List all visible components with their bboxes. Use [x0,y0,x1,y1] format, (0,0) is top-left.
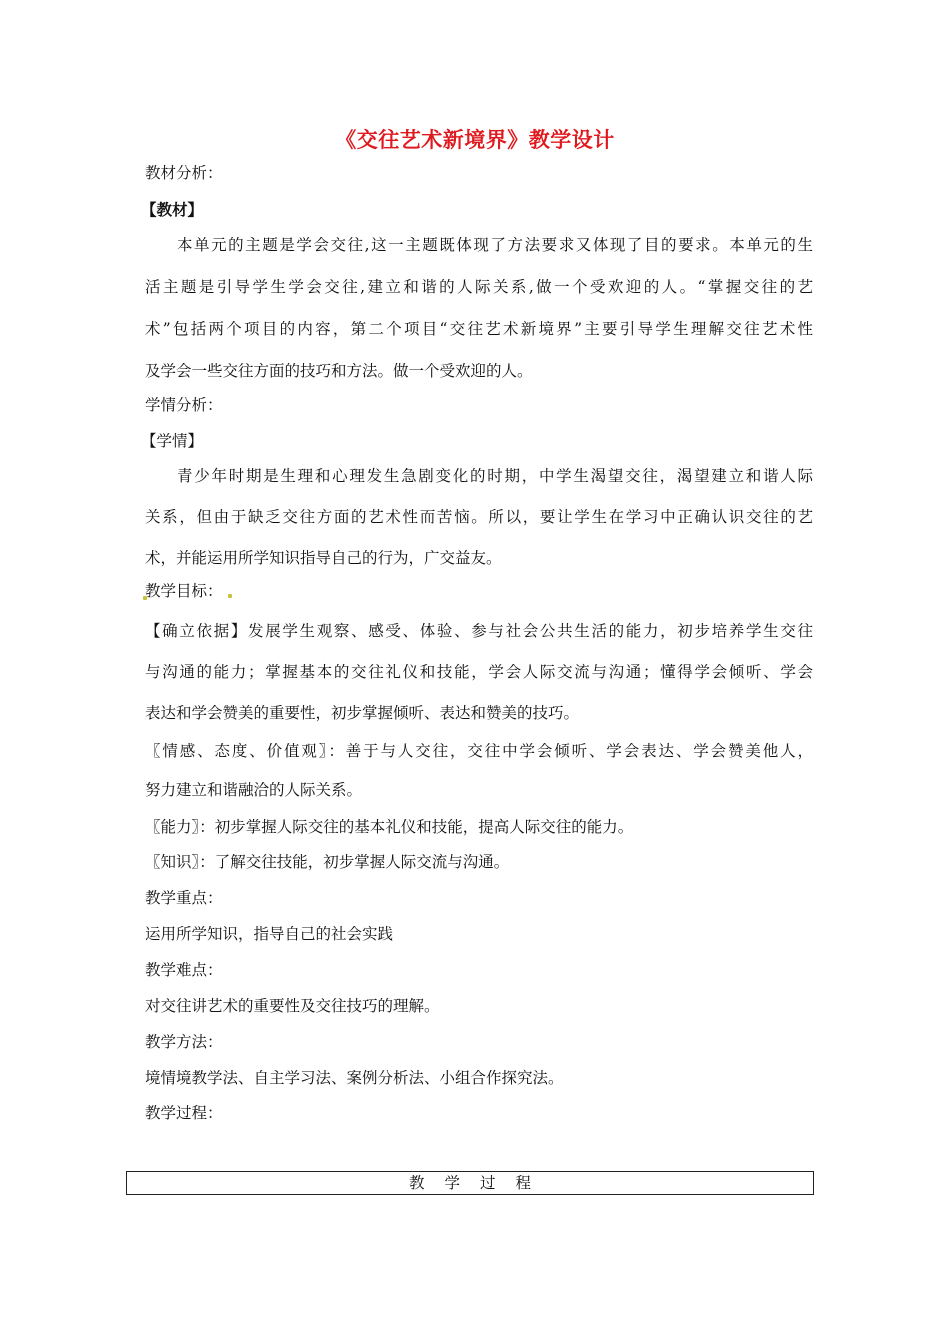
material-tag: 【教材】 [141,200,204,219]
method-heading: 教学方法： [145,1033,223,1051]
student-line-2: 关系，但由于缺乏交往方面的艺术性而苦恼。所以，要让学生在学习中正确认识交往的艺 [145,508,813,526]
difficulty-text: 对交往讲艺术的重要性及交往技巧的理解。 [145,997,440,1015]
basis-line-3: 表达和学会赞美的重要性，初步掌握倾听、表达和赞美的技巧。 [145,704,580,722]
basis-line-2: 与沟通的能力；掌握基本的交往礼仪和技能，学会人际交流与沟通；懂得学会倾听、学会 [145,663,813,681]
material-line-3: 术”包括两个项目的内容，第二个项目“交往艺术新境界”主要引导学生理解交往艺术性 [145,320,813,338]
goals-heading: 教学目标： [145,582,223,600]
material-analysis-heading: 教材分析： [145,164,223,182]
material-paragraph [145,234,813,382]
basis-paragraph [145,620,813,724]
student-line-3: 术，并能运用所学知识指导自己的行为，广交益友。 [145,549,502,567]
table-header-cell: 教学过程 [408,1174,551,1192]
emotion-line-2: 努力建立和谐融洽的人际关系。 [145,781,363,799]
student-analysis-heading: 学情分析： [145,396,223,414]
ability-line: 〖能力〗：初步掌握人际交往的基本礼仪和技能，提高人际交往的能力。 [145,818,634,836]
process-table [126,1171,814,1195]
student-paragraph [145,465,813,569]
material-line-2: 活主题是引导学生学会交往,建立和谐的人际关系,做一个受欢迎的人。“掌握交往的艺 [145,278,813,296]
document-title: 《交往艺术新境界》教学设计 [335,128,615,152]
basis-line-1: 【确立依据】发展学生观察、感受、体验、参与社会公共生活的能力，初步培养学生交往 [145,622,813,640]
student-tag: 【学情】 [141,432,204,450]
key-point-heading: 教学重点： [145,889,223,907]
emotion-line-1: 〖情感、态度、价值观〗：善于与人交往，交往中学会倾听、学会表达、学会赞美他人， [145,742,813,760]
emotion-paragraph [145,740,813,801]
student-line-1: 青少年时期是生理和心理发生急剧变化的时期，中学生渴望交往，渴望建立和谐人际 [177,467,813,485]
method-text: 境情境教学法、自主学习法、案例分析法、小组合作探究法。 [145,1069,564,1087]
process-heading: 教学过程： [145,1104,223,1122]
knowledge-line: 〖知识〗：了解交往技能，初步掌握人际交流与沟通。 [145,853,510,871]
difficulty-heading: 教学难点： [145,961,223,979]
material-line-4: 及学会一些交往方面的技巧和方法。做一个受欢迎的人。 [145,362,533,380]
key-point-text: 运用所学知识，指导自己的社会实践 [145,925,394,943]
material-line-1: 本单元的主题是学会交往,这一主题既体现了方法要求又体现了目的要求。本单元的生 [177,236,813,254]
marker-dot [228,594,232,598]
